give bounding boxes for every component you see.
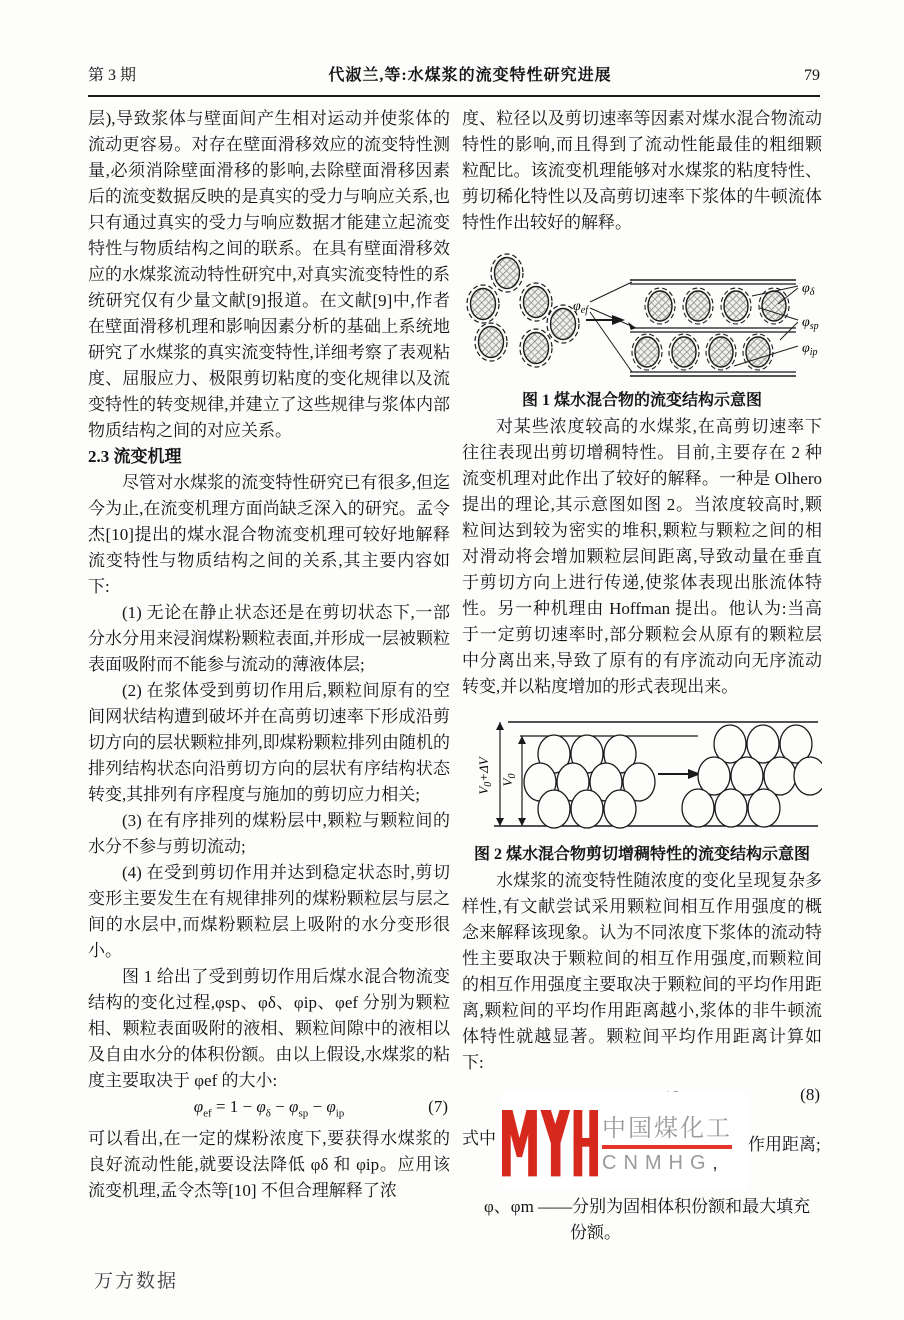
watermark-cn-text: 中国煤化工 bbox=[602, 1108, 732, 1149]
watermark bbox=[502, 1092, 748, 1190]
paragraph-point-3: (3) 在有序排列的煤粉层中,颗粒与颗粒间的水分不参与剪切流动; bbox=[88, 811, 450, 856]
figure1-svg bbox=[462, 244, 822, 386]
figure1-caption: 图 1 煤水混合物的流变结构示意图 bbox=[521, 392, 762, 409]
formula-where-tail: 作用距离; bbox=[748, 1135, 821, 1154]
figure1-diagram bbox=[462, 244, 822, 386]
left-column bbox=[88, 106, 450, 1204]
equation-8-number: (8) bbox=[800, 1085, 820, 1104]
paragraph-point-4: (4) 在受到剪切作用并达到稳定状态时,剪切变形主要发生在有规律排列的煤粉颗粒层与层之间的水层中,而煤粉颗粒层上吸附的水分变形很小。 bbox=[88, 863, 450, 960]
watermark-residual-comma: , bbox=[712, 1152, 718, 1173]
paragraph-point-2: (2) 在浆体受到剪切作用后,颗粒间原有的空间网状结构遭到破坏并在高剪切速率下形成沿剪切方向的层状颗粒排列,即煤粉颗粒排列由随机的排列结构状态向沿剪切方向的层状有序结构状态转变,其排列有序程度与施加的剪切应力相关; bbox=[88, 681, 450, 804]
right-column bbox=[462, 106, 822, 1246]
paragraph-continued-top: 度、粒径以及剪切速率等因素对煤水混合物流动特性的影响,而且得到了流动性能最佳的粗细颗粒配比。该流变机理能够对水煤浆的粘度特性、剪切稀化特性以及高剪切速率下浆体的牛顿流体特性作出较好的解释。 bbox=[462, 109, 822, 232]
paragraph-point-1: (1) 无论在静止状态还是在剪切状态下,一部分水分用来浸润煤粉颗粒表面,并形成一层被颗粒表面吸附而不能参与流动的薄液体层; bbox=[88, 603, 450, 674]
v0-plus-dv-label: V0+ΔV bbox=[476, 757, 494, 795]
formula-where-label: 式中 bbox=[462, 1129, 496, 1148]
header-issue: 第 3 期 bbox=[88, 67, 137, 84]
figure2-caption: 图 2 煤水混合物剪切增稠特性的流变结构示意图 bbox=[473, 846, 810, 863]
section-heading-2-3: 2.3 流变机理 bbox=[88, 447, 182, 466]
wanfang-data-mark: 万方数据 bbox=[94, 1271, 179, 1292]
paragraph-concentration: 水煤浆的流变特性随浓度的变化呈现复杂多样性,有文献尝试采用颗粒间相互作用强度的概念来解释该现象。认为不同浓度下浆体的流动特性主要取决于颗粒间的相互作用强度,而颗粒间的相互作用强度主要取决于颗粒间的平均作用距离,颗粒间的平均作用距离越小,浆体的非牛顿流体特性就越显著。颗粒间平均作用距离计算如下: bbox=[462, 871, 822, 1072]
header-running-title: 代淑兰,等:水煤浆的流变特性研究进展 bbox=[328, 67, 612, 84]
paragraph-shear-thickening: 对某些浓度较高的水煤浆,在高剪切速率下往往表现出剪切增稠特性。目前,主要存在 2 种流变机理对此作出了较好的解释。一种是 Olhero 提出的理论,其示意图如图 2。当浓度较高时,颗粒间达到较为密实的堆积,颗粒与颗粒之间的相对滑动将会增加颗粒层间距离,导致动量在垂直于剪切方向上进行传递,使浆体表现出胀流体特性。另一种机理由 Hoffman 提出。他认为:当高于一定剪切速率时,部分颗粒会从原有的颗粒层中分离出来,导致了原有的有序流动向无序流动转变,并以粘度增加的形式表现出来。 bbox=[462, 417, 822, 696]
random-particle-cluster bbox=[467, 254, 579, 367]
paragraph-wall-slip: 层),导致浆体与壁面间产生相对运动并使浆体的流动更容易。对存在壁面滑移效应的流变特性测量,必须消除壁面滑移的影响,去除壁面滑移因素后的流变数据反映的是真实的受力与响应关系,也只有通过真实的受力与响应数据才能建立起流变特性与物质结构之间的联系。在具有壁面滑移效应的水煤浆流动特性研究中,对真实流变特性的系统研究仅有少量文献[9]报道。在文献[9]中,作者在壁面滑移机理和影响因素分析的基础上系统地研究了水煤浆的真实流变特性,详细考察了表观粘度、屈服应力、极限剪切粘度的变化规律以及流变特性的转变规律,并建立了这些规律与浆体内部物质结构之间的对应关系。 bbox=[88, 109, 450, 440]
sheared-layer-structure bbox=[630, 280, 796, 376]
equation8-zone bbox=[462, 1082, 822, 1194]
phi-sp-label: φsp bbox=[802, 315, 819, 332]
equation-7-number: (7) bbox=[428, 1097, 448, 1116]
shear-arrow bbox=[658, 769, 701, 779]
transition-arrow bbox=[586, 315, 625, 325]
header-page-number: 79 bbox=[803, 67, 820, 84]
figure2-diagram bbox=[462, 714, 822, 838]
dense-particle-cluster bbox=[524, 735, 655, 828]
phi-ef-label: φef bbox=[573, 299, 588, 316]
equation-7: $\varphi_{ef} = 1 - \varphi_\delta - \varphi_{sp} - \varphi_{ip}$ (7) bbox=[88, 1094, 450, 1126]
watermark-en-text: CNMHG bbox=[602, 1151, 713, 1174]
paragraph-intro-mechanism: 尽管对水煤浆的流变特性研究已有很多,但迄今为止,在流变机理方面尚缺乏深入的研究。孟令杰[10]提出的煤水混合物流变机理可较好地解释流变特性与物质结构之间的关系,其主要内容如下: bbox=[88, 473, 450, 596]
page-header bbox=[88, 62, 820, 85]
paragraph-figure1-intro: 图 1 给出了受到剪切作用后煤水混合物流变结构的变化过程,φsp、φδ、φip、φef 分别为颗粒相、颗粒表面吸附的液相、颗粒间隙中的液相以及自由水分的体积份额。由以上假设,水煤浆的粘度主要取决于 φef 的大小: bbox=[88, 967, 450, 1090]
phi-delta-label: φδ bbox=[802, 281, 815, 298]
coal-chem-logo-icon bbox=[502, 1098, 598, 1184]
dispersed-particle-cluster bbox=[682, 725, 822, 827]
legend-line2: 份额。 bbox=[570, 1223, 621, 1242]
header-rule bbox=[88, 95, 820, 97]
formula-legend bbox=[462, 1194, 822, 1246]
v0-label: V0 bbox=[500, 773, 518, 787]
phi-ip-label: φip bbox=[802, 341, 818, 358]
figure2-svg bbox=[462, 714, 822, 838]
paragraph-conclusion-left: 可以看出,在一定的煤粉浓度下,要获得水煤浆的良好流动性能,就要设法降低 φδ 和 φip。应用该流变机理,孟令杰等[10] 不但合理解释了浓 bbox=[88, 1129, 450, 1201]
legend-line1: φ、φm ——分别为固相体积份额和最大填充 bbox=[484, 1197, 811, 1216]
